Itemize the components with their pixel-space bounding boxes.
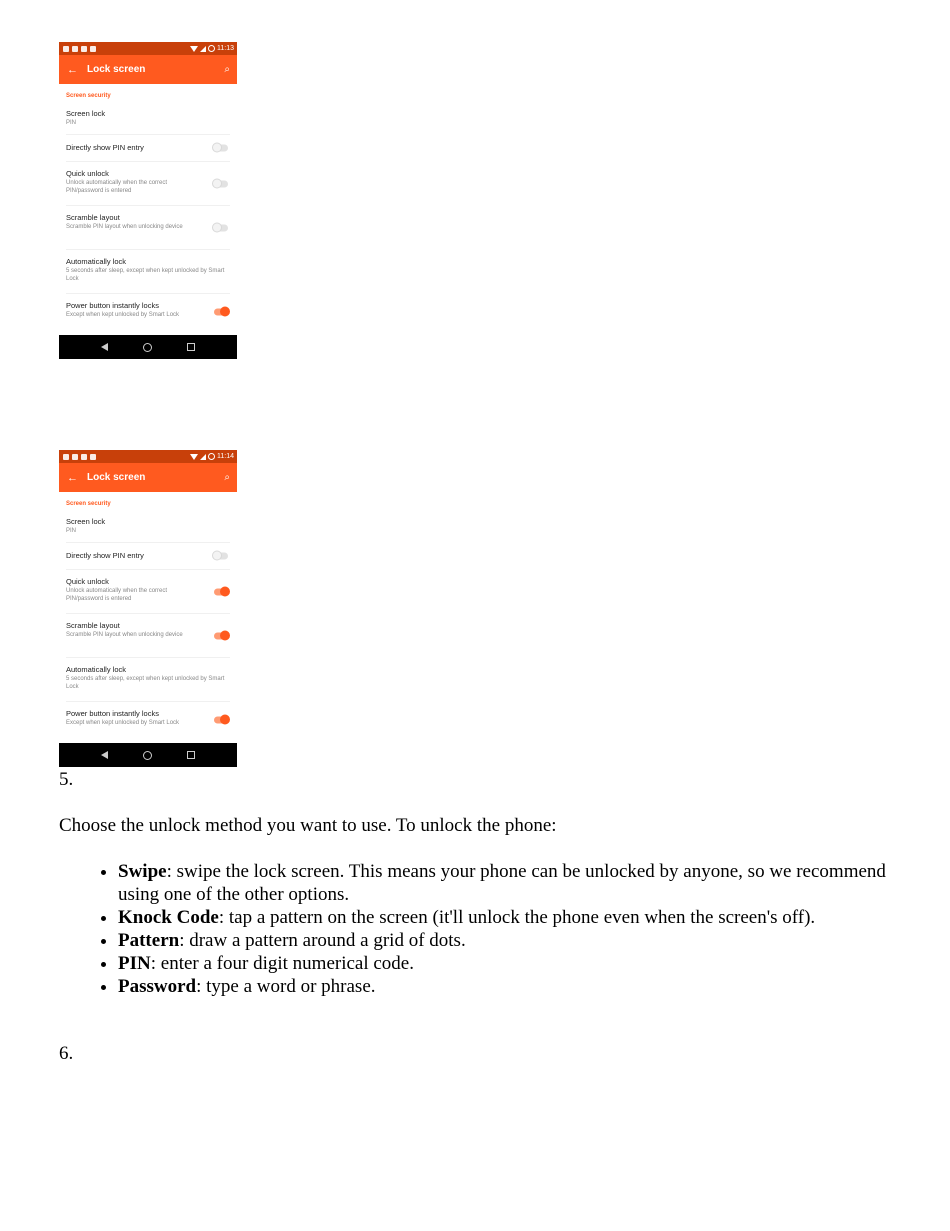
section-header: Screen security xyxy=(66,93,111,99)
toggle-switch[interactable] xyxy=(214,180,228,187)
option-term: Knock Code xyxy=(118,907,219,928)
toggle-switch[interactable] xyxy=(214,588,228,595)
setting-power-button-locks[interactable] xyxy=(66,702,230,738)
setting-subtitle: Except when kept unlocked by Smart Lock xyxy=(66,720,180,726)
system-icons xyxy=(190,45,234,52)
gallery-icon xyxy=(72,454,78,460)
toggle-knob xyxy=(212,551,222,561)
intro-paragraph: Choose the unlock method you want to use. To unlock the phone: xyxy=(59,815,557,836)
status-time: 11:14 xyxy=(217,453,234,460)
toggle-switch[interactable] xyxy=(214,145,228,152)
search-icon[interactable]: ⌕ xyxy=(224,64,230,75)
option-description: : tap a pattern on the screen (it'll unlock the phone even when the screen's off). xyxy=(218,907,816,928)
setting-title: Screen lock xyxy=(66,517,106,526)
wifi-icon xyxy=(190,454,198,460)
briefcase-icon xyxy=(90,46,96,52)
setting-subtitle: Unlock automatically when the correct PIN/password is entered xyxy=(66,180,168,194)
setting-title: Automatically lock xyxy=(66,665,127,674)
arrow-back-icon[interactable]: ← xyxy=(67,63,78,76)
unlock-options-list xyxy=(59,860,898,998)
setting-automatically-lock[interactable] xyxy=(66,658,230,702)
section-header: Screen security xyxy=(66,501,111,507)
option-term: PIN xyxy=(118,953,151,974)
file-icon xyxy=(81,454,87,460)
briefcase-icon xyxy=(90,454,96,460)
toggle-knob xyxy=(212,178,222,188)
notification-icons xyxy=(63,454,96,460)
toggle-knob xyxy=(212,222,222,232)
toggle-switch[interactable] xyxy=(214,309,228,316)
nav-back-icon[interactable] xyxy=(101,751,108,759)
setting-title: Automatically lock xyxy=(66,257,127,266)
arrow-back-icon[interactable]: ← xyxy=(67,471,78,484)
signal-icon xyxy=(200,46,206,52)
app-bar xyxy=(59,463,237,492)
nav-back-icon[interactable] xyxy=(101,343,108,351)
step-number: 5. xyxy=(59,769,74,790)
list-item xyxy=(118,860,898,906)
setting-title: Screen lock xyxy=(66,109,106,118)
setting-subtitle: Scramble PIN layout when unlocking device xyxy=(66,224,183,230)
toggle-knob xyxy=(220,630,230,640)
system-icons xyxy=(190,453,234,460)
nav-home-icon[interactable] xyxy=(143,751,152,760)
setting-title: Quick unlock xyxy=(66,577,109,586)
setting-title: Quick unlock xyxy=(66,169,109,178)
list-item xyxy=(118,975,898,998)
toggle-switch[interactable] xyxy=(214,632,228,639)
setting-screen-lock[interactable] xyxy=(66,105,230,135)
gallery-icon xyxy=(72,46,78,52)
setting-subtitle: PIN xyxy=(66,120,77,126)
phone-screenshot xyxy=(59,450,237,767)
list-item xyxy=(118,906,898,929)
app-bar xyxy=(59,55,237,84)
step-number: 6. xyxy=(59,1043,74,1064)
option-term: Password xyxy=(118,976,197,997)
setting-title: Scramble layout xyxy=(66,621,120,630)
setting-power-button-locks[interactable] xyxy=(66,294,230,330)
search-icon[interactable]: ⌕ xyxy=(224,472,230,483)
status-time: 11:13 xyxy=(217,45,234,52)
option-term: Pattern xyxy=(118,930,180,951)
option-term: Swipe xyxy=(118,861,167,882)
battery-icon xyxy=(208,453,215,460)
setting-automatically-lock[interactable] xyxy=(66,250,230,294)
setting-title: Power button instantly locks xyxy=(66,301,159,310)
setting-title: Scramble layout xyxy=(66,213,120,222)
image-icon xyxy=(63,46,69,52)
option-description: : swipe the lock screen. This means your phone can be unlocked by anyone, so we recommend using one of the other options. xyxy=(118,861,886,905)
setting-scramble-layout[interactable] xyxy=(66,614,230,658)
page-title: Lock screen xyxy=(87,64,146,75)
setting-directly-show-pin[interactable] xyxy=(66,543,230,570)
status-bar xyxy=(59,42,237,55)
toggle-knob xyxy=(220,586,230,596)
toggle-switch[interactable] xyxy=(214,553,228,560)
list-item xyxy=(118,929,898,952)
settings-list xyxy=(59,84,237,330)
nav-home-icon[interactable] xyxy=(143,343,152,352)
setting-title: Power button instantly locks xyxy=(66,709,159,718)
toggle-knob xyxy=(220,715,230,725)
status-bar xyxy=(59,450,237,463)
navigation-bar xyxy=(59,743,237,767)
nav-recents-icon[interactable] xyxy=(187,751,195,759)
list-item xyxy=(118,952,898,975)
image-icon xyxy=(63,454,69,460)
setting-subtitle: Unlock automatically when the correct PIN/password is entered xyxy=(66,588,168,602)
battery-icon xyxy=(208,45,215,52)
setting-subtitle: PIN xyxy=(66,528,77,534)
setting-quick-unlock[interactable] xyxy=(66,570,230,614)
toggle-knob xyxy=(212,143,222,153)
toggle-knob xyxy=(220,307,230,317)
setting-subtitle: Scramble PIN layout when unlocking device xyxy=(66,632,183,638)
settings-list xyxy=(59,492,237,738)
file-icon xyxy=(81,46,87,52)
toggle-switch[interactable] xyxy=(214,717,228,724)
setting-subtitle: 5 seconds after sleep, except when kept unlocked by Smart Lock xyxy=(66,676,225,690)
navigation-bar xyxy=(59,335,237,359)
option-description: : type a word or phrase. xyxy=(196,976,376,997)
wifi-icon xyxy=(190,46,198,52)
setting-directly-show-pin[interactable] xyxy=(66,135,230,162)
option-description: : draw a pattern around a grid of dots. xyxy=(179,930,466,951)
setting-subtitle: 5 seconds after sleep, except when kept unlocked by Smart Lock xyxy=(66,268,225,282)
notification-icons xyxy=(63,46,96,52)
option-description: : enter a four digit numerical code. xyxy=(150,953,414,974)
setting-title: Directly show PIN entry xyxy=(66,143,144,152)
setting-title: Directly show PIN entry xyxy=(66,551,144,560)
nav-recents-icon[interactable] xyxy=(187,343,195,351)
page-title: Lock screen xyxy=(87,472,146,483)
signal-icon xyxy=(200,454,206,460)
phone-screenshot xyxy=(59,42,237,359)
setting-quick-unlock[interactable] xyxy=(66,162,230,206)
setting-screen-lock[interactable] xyxy=(66,513,230,543)
setting-subtitle: Except when kept unlocked by Smart Lock xyxy=(66,312,180,318)
toggle-switch[interactable] xyxy=(214,224,228,231)
setting-scramble-layout[interactable] xyxy=(66,206,230,250)
